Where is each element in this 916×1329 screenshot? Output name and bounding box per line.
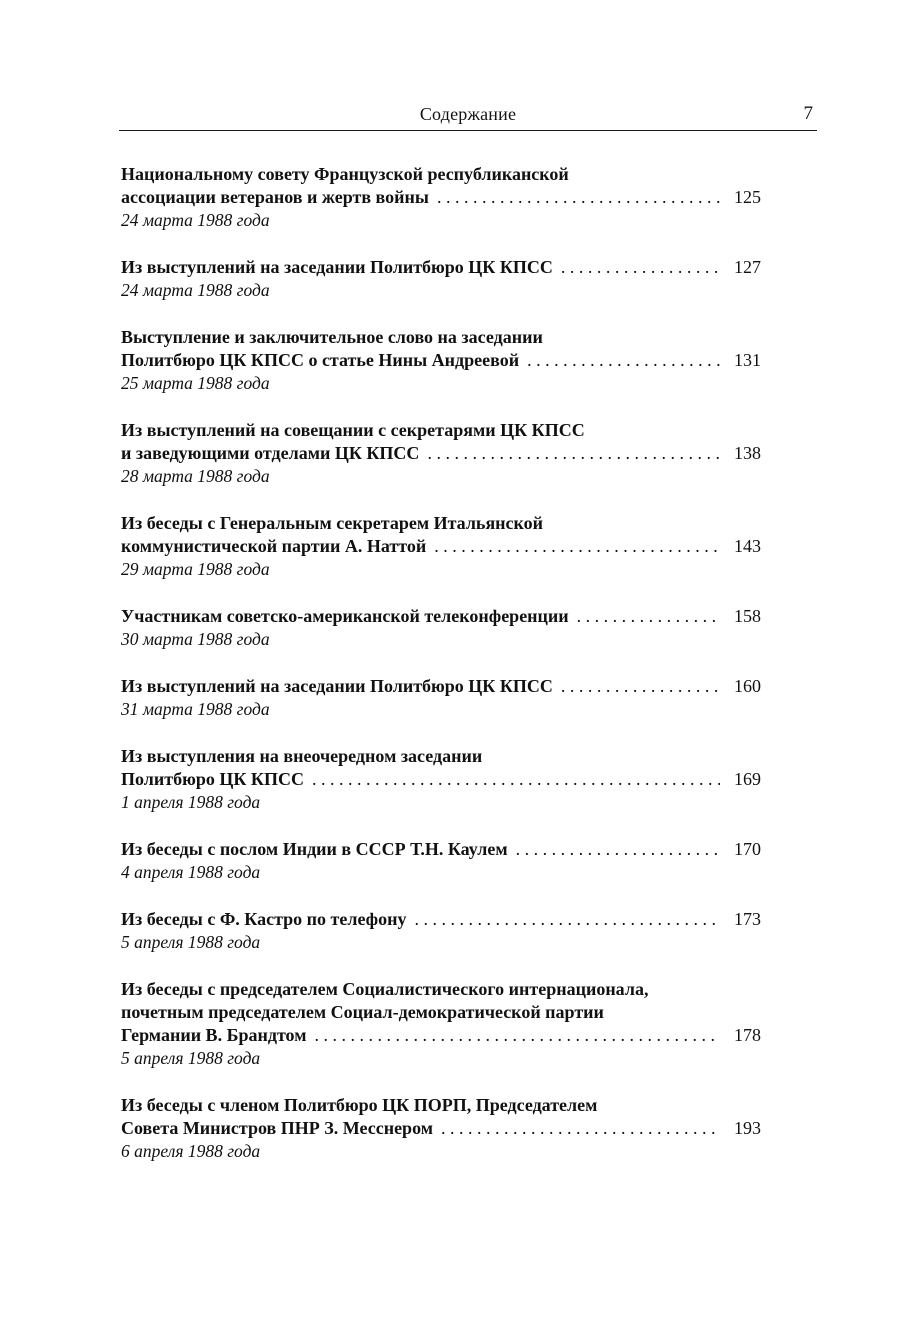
entry-page-number: 158 <box>734 606 761 626</box>
dot-leader <box>415 908 721 931</box>
entry-title-last-line <box>121 535 761 558</box>
running-title: Содержание <box>419 104 517 124</box>
dot-leader <box>314 1024 720 1047</box>
entry-date: 24 марта 1988 года <box>121 210 270 230</box>
entry-date: 29 марта 1988 года <box>121 559 270 579</box>
entry-title-text: Из выступлений на заседании Политбюро ЦК КПСС <box>121 676 553 696</box>
entry-title-last-line <box>121 838 761 861</box>
entry-title-text: Из беседы с Ф. Кастро по телефону <box>121 909 407 929</box>
entry-date: 24 марта 1988 года <box>121 280 270 300</box>
dot-leader <box>312 768 720 791</box>
toc-entry[interactable] <box>121 419 761 488</box>
dot-leader <box>561 675 720 698</box>
entry-title-last-line <box>121 675 761 698</box>
entry-page-number: 173 <box>734 909 761 929</box>
entry-page-number: 125 <box>734 187 761 207</box>
entry-title-last-line <box>121 256 761 279</box>
running-header <box>119 98 817 131</box>
entry-title-last-line <box>121 349 761 372</box>
entry-date: 1 апреля 1988 года <box>121 792 261 812</box>
entry-title-last-line <box>121 1117 761 1140</box>
toc-entry[interactable] <box>121 1094 761 1163</box>
entry-page-number: 160 <box>734 676 761 696</box>
entry-title-line: Из выступлений на совещании с секретарями ЦК КПСС <box>121 420 585 440</box>
entry-title-text: Германии В. Брандтом <box>121 1025 307 1045</box>
entry-title-last-line <box>121 1024 761 1047</box>
entry-title-line: Из беседы с Генеральным секретарем Итальянской <box>121 513 544 533</box>
table-of-contents <box>121 163 761 1187</box>
toc-entry[interactable] <box>121 978 761 1070</box>
entry-date: 31 марта 1988 года <box>121 699 270 719</box>
dot-leader <box>427 442 720 465</box>
dot-leader <box>441 1117 720 1140</box>
entry-date: 5 апреля 1988 года <box>121 1048 261 1068</box>
entry-title-line: Национальному совету Французской республиканской <box>121 164 569 184</box>
entry-date: 4 апреля 1988 года <box>121 862 261 882</box>
entry-title-last-line <box>121 605 761 628</box>
entry-date: 5 апреля 1988 года <box>121 932 261 952</box>
entry-title-line: Из беседы с членом Политбюро ЦК ПОРП, Председателем <box>121 1095 598 1115</box>
toc-entry[interactable] <box>121 745 761 814</box>
entry-page-number: 178 <box>734 1025 761 1045</box>
toc-entry[interactable] <box>121 163 761 232</box>
entry-page-number: 193 <box>734 1118 761 1138</box>
dot-leader <box>437 186 720 209</box>
entry-date: 28 марта 1988 года <box>121 466 270 486</box>
entry-title-last-line <box>121 186 761 209</box>
entry-title-text: Политбюро ЦК КПСС <box>121 769 304 789</box>
entry-page-number: 131 <box>734 350 761 370</box>
dot-leader <box>527 349 720 372</box>
entry-title-line: почетным председателем Социал-демократической партии <box>121 1002 604 1022</box>
entry-title-text: коммунистической партии А. Наттой <box>121 536 427 556</box>
entry-title-line: Из беседы с председателем Социалистического интернационала, <box>121 979 649 999</box>
entry-title-text: Из выступлений на заседании Политбюро ЦК КПСС <box>121 257 553 277</box>
entry-title-text: Политбюро ЦК КПСС о статье Нины Андреевой <box>121 350 520 370</box>
entry-page-number: 143 <box>734 536 761 556</box>
toc-entry[interactable] <box>121 326 761 395</box>
entry-page-number: 169 <box>734 769 761 789</box>
entry-title-text: Из беседы с послом Индии в СССР Т.Н. Каулем <box>121 839 508 859</box>
entry-title-text: ассоциации ветеранов и жертв войны <box>121 187 429 207</box>
entry-page-number: 138 <box>734 443 761 463</box>
entry-title-line: Из выступления на внеочередном заседании <box>121 746 483 766</box>
entry-title-line: Выступление и заключительное слово на заседании <box>121 327 543 347</box>
toc-entry[interactable] <box>121 838 761 884</box>
entry-date: 6 апреля 1988 года <box>121 1141 261 1161</box>
toc-entry[interactable] <box>121 256 761 302</box>
toc-entry[interactable] <box>121 512 761 581</box>
toc-entry[interactable] <box>121 605 761 651</box>
toc-entry[interactable] <box>121 908 761 954</box>
entry-date: 25 марта 1988 года <box>121 373 270 393</box>
dot-leader <box>577 605 720 628</box>
entry-title-last-line <box>121 442 761 465</box>
entry-page-number: 127 <box>734 257 761 277</box>
page-number: 7 <box>803 103 813 124</box>
dot-leader <box>561 256 720 279</box>
entry-title-text: Совета Министров ПНР З. Месснером <box>121 1118 433 1138</box>
entry-title-last-line <box>121 908 761 931</box>
entry-title-text: и заведующими отделами ЦК КПСС <box>121 443 420 463</box>
dot-leader <box>516 838 720 861</box>
entry-date: 30 марта 1988 года <box>121 629 270 649</box>
entry-title-last-line <box>121 768 761 791</box>
dot-leader <box>434 535 720 558</box>
entry-page-number: 170 <box>734 839 761 859</box>
entry-title-text: Участникам советско-американской телеконференции <box>121 606 569 626</box>
toc-entry[interactable] <box>121 675 761 721</box>
